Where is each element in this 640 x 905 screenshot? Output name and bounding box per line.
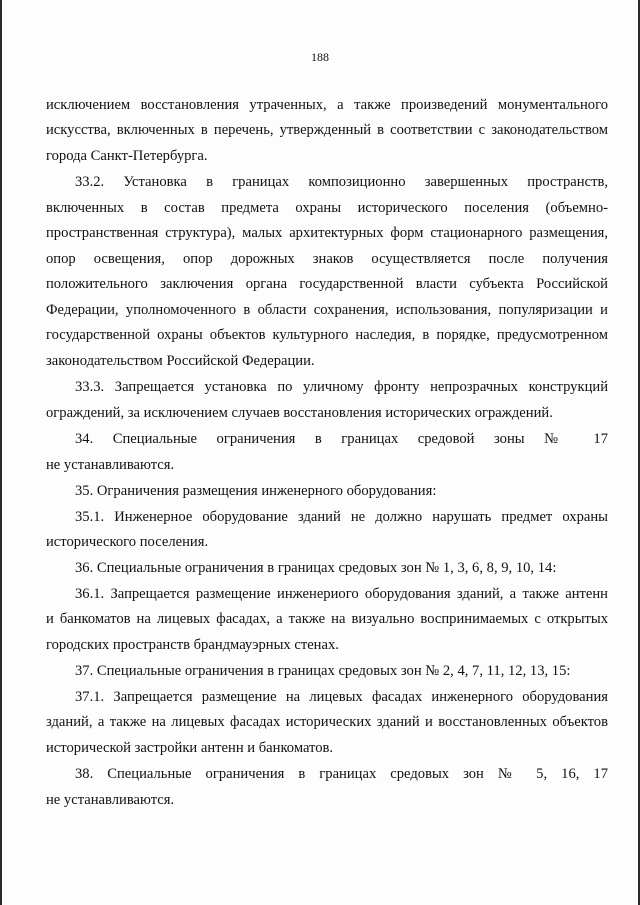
text-line: 38. Специальные ограничения в границах средовых зон № 5, 16, 17 xyxy=(75,766,608,782)
text-line: законодательством Российской Федерации. xyxy=(46,353,315,369)
text-line: 35.1. Инженерное оборудование зданий не должно нарушать предмет охраны xyxy=(75,509,608,525)
text-line: городских пространств брандмауэрных стенах. xyxy=(46,637,339,653)
text-line: не устанавливаются. xyxy=(46,792,175,808)
text-line: города Санкт-Петербурга. xyxy=(46,148,208,164)
text-line: Федерации, уполномоченного в области сохранения, использования, популяризации и xyxy=(46,302,608,318)
text-line: 37.1. Запрещается размещение на лицевых фасадах инженерного оборудования xyxy=(75,689,608,705)
text-line: положительного заключения органа государственной власти субъекта Российской xyxy=(46,276,608,292)
text-line: 37. Специальные ограничения в границах средовых зон № 2, 4, 7, 11, 12, 13, 15: xyxy=(75,663,571,679)
text-line: исторического поселения. xyxy=(46,534,209,550)
text-line: 33.2. Установка в границах композиционно завершенных пространств, xyxy=(75,174,608,190)
text-line: 33.3. Запрещается установка по уличному фронту непрозрачных конструкций xyxy=(75,379,608,395)
text-line: 36.1. Запрещается размещение инженериого оборудования зданий, а также антенн xyxy=(75,586,608,602)
text-line: не устанавливаются. xyxy=(46,457,175,473)
text-line: исторической застройки антенн и банкоматов. xyxy=(46,740,334,756)
text-line: государственной охраны объектов культурного наследия, в порядке, предусмотренном xyxy=(46,327,608,343)
page-number: 188 xyxy=(311,50,329,64)
text-line: включенных в состав предмета охраны исторического поселения (объемно- xyxy=(46,200,608,216)
text-line: ограждений, за исключением случаев восстановления исторических ограждений. xyxy=(46,405,553,421)
text-line: 36. Специальные ограничения в границах средовых зон № 1, 3, 6, 8, 9, 10, 14: xyxy=(75,560,557,576)
text-line: искусства, включенных в перечень, утвержденный в соответствии с законодательством xyxy=(46,122,608,138)
text-line: 35. Ограничения размещения инженерного оборудования: xyxy=(75,483,437,499)
text-line: 34. Специальные ограничения в границах средовой зоны № 17 xyxy=(75,431,608,447)
text-line: исключением восстановления утраченных, а также произведений монументального xyxy=(46,97,608,113)
text-line: и банкоматов на лицевых фасадах, а также на визуально воспринимаемых с открытых xyxy=(46,611,608,627)
text-line: пространственная структура), малых архитектурных форм стационарного размещения, xyxy=(46,225,608,241)
text-line: зданий, а также на лицевых фасадах исторических зданий и восстановленных объектов xyxy=(46,714,608,730)
text-line: опор освещения, опор дорожных знаков осуществляется после получения xyxy=(46,251,608,267)
